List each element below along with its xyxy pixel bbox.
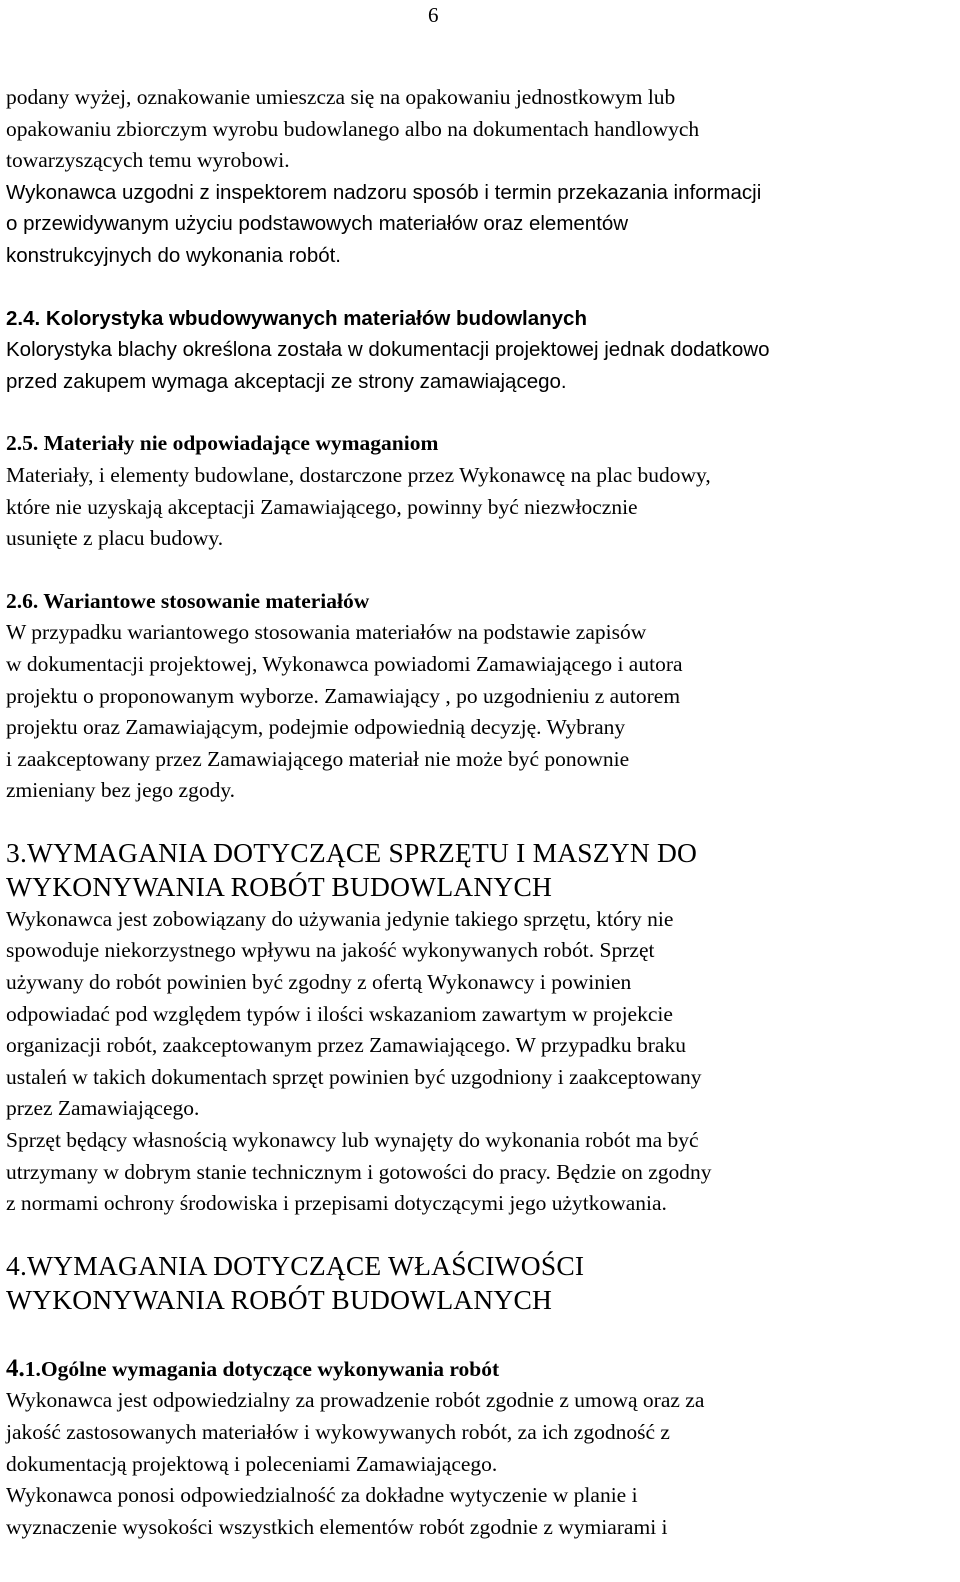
text-line: Wykonawca jest zobowiązany do używania jedynie takiego sprzętu, który nie bbox=[6, 906, 674, 931]
text-line: konstrukcyjnych do wykonania robót. bbox=[6, 243, 342, 267]
text-line: dokumentacją projektową i poleceniami Zamawiającego. bbox=[6, 1451, 498, 1476]
text-line: Sprzęt będący własnością wykonawcy lub wynajęty do wykonania robót ma być bbox=[6, 1128, 699, 1153]
heading-line: 3.WYMAGANIA DOTYCZĄCE SPRZĘTU I MASZYN DO bbox=[6, 836, 698, 868]
section-4-1-body bbox=[6, 1385, 956, 1543]
text-line: i zaakceptowany przez Zamawiającego materiał nie może być ponownie bbox=[6, 746, 630, 771]
intro-sans-paragraph bbox=[6, 177, 956, 272]
text-line: które nie uzyskają akceptacji Zamawiającego, powinny być niezwłocznie bbox=[6, 494, 638, 519]
section-2-6-body bbox=[6, 617, 956, 807]
intro-paragraph bbox=[6, 82, 956, 177]
heading-line: 4.WYMAGANIA DOTYCZĄCE WŁAŚCIWOŚCI bbox=[6, 1249, 585, 1281]
chapter-3-heading bbox=[6, 836, 956, 904]
text-line: w dokumentacji projektowej, Wykonawca powiadomi Zamawiającego i autora bbox=[6, 651, 683, 676]
text-line: używany do robót powinien być zgodny z ofertą Wykonawcy i powinien bbox=[6, 970, 632, 995]
text-line: przed zakupem wymaga akceptacji ze strony zamawiającego. bbox=[6, 369, 567, 393]
text-line: o przewidywanym użyciu podstawowych materiałów oraz elementów bbox=[6, 212, 629, 236]
text-line: wyznaczenie wysokości wszystkich elementów robót zgodnie z wymiarami i bbox=[6, 1514, 668, 1539]
text-line: spowoduje niekorzystnego wpływu na jakość wykonywanych robót. Sprzęt bbox=[6, 938, 655, 963]
text-line: opakowaniu zbiorczym wyrobu budowlanego albo na dokumentach handlowych bbox=[6, 116, 700, 141]
text-line: projektu o proponowanym wyborze. Zamawiający , po uzgodnieniu z autorem bbox=[6, 683, 681, 708]
text-line: towarzyszących temu wyrobowi. bbox=[6, 148, 290, 173]
section-2-4-body bbox=[6, 334, 956, 397]
section-4-1-title: 1.Ogólne wymagania dotyczące wykonywania robót bbox=[24, 1356, 500, 1381]
text-line: Materiały, i elementy budowlane, dostarczone przez Wykonawcę na plac budowy, bbox=[6, 462, 711, 487]
text-line: utrzymany w dobrym stanie technicznym i gotowości do pracy. Będzie on zgodny bbox=[6, 1159, 712, 1184]
section-2-5-body bbox=[6, 460, 956, 555]
section-2-6-heading: 2.6. Wariantowe stosowanie materiałów bbox=[6, 588, 370, 613]
text-line: projektu oraz Zamawiającym, podejmie odpowiednią decyzję. Wybrany bbox=[6, 715, 626, 740]
section-4-1-heading bbox=[6, 1353, 956, 1386]
page-content bbox=[6, 82, 956, 1543]
text-line: usunięte z placu budowy. bbox=[6, 526, 224, 551]
page-number: 6 bbox=[428, 3, 439, 27]
section-2-4-heading: 2.4. Kolorystyka wbudowywanych materiałów budowlanych bbox=[6, 306, 587, 330]
text-line: zmieniany bez jego zgody. bbox=[6, 778, 236, 803]
text-line: Wykonawca jest odpowiedzialny za prowadzenie robót zgodnie z umową oraz za bbox=[6, 1388, 705, 1413]
heading-line: WYKONYWANIA ROBÓT BUDOWLANYCH bbox=[6, 870, 553, 902]
chapter-4-heading bbox=[6, 1249, 956, 1317]
text-line: podany wyżej, oznakowanie umieszcza się na opakowaniu jednostkowym lub bbox=[6, 85, 676, 109]
text-line: Wykonawca ponosi odpowiedzialność za dokładne wytyczenie w planie i bbox=[6, 1483, 638, 1508]
section-4-1-number: 4. bbox=[6, 1354, 25, 1382]
section-2-5-heading: 2.5. Materiały nie odpowiadające wymaganiom bbox=[6, 431, 439, 456]
text-line: organizacji robót, zaakceptowanym przez Zamawiającego. W przypadku braku bbox=[6, 1033, 686, 1058]
text-line: W przypadku wariantowego stosowania materiałów na podstawie zapisów bbox=[6, 620, 647, 645]
text-line: odpowiadać pod względem typów i ilości wskazaniom zawartym w projekcie bbox=[6, 1001, 673, 1026]
text-line: jakość zastosowanych materiałów i wykowywanych robót, za ich zgodność z bbox=[6, 1420, 670, 1444]
chapter-3-body bbox=[6, 904, 956, 1220]
text-line: Kolorystyka blachy określona została w dokumentacji projektowej jednak dodatkowo bbox=[6, 338, 770, 362]
heading-line: WYKONYWANIA ROBÓT BUDOWLANYCH bbox=[6, 1283, 553, 1315]
text-line: Wykonawca uzgodni z inspektorem nadzoru sposób i termin przekazania informacji bbox=[6, 180, 762, 204]
text-line: z normami ochrony środowiska i przepisami dotyczącymi jego użytkowania. bbox=[6, 1191, 667, 1216]
text-line: ustaleń w takich dokumentach sprzęt powinien być uzgodniony i zaakceptowany bbox=[6, 1064, 702, 1089]
text-line: przez Zamawiającego. bbox=[6, 1096, 200, 1121]
